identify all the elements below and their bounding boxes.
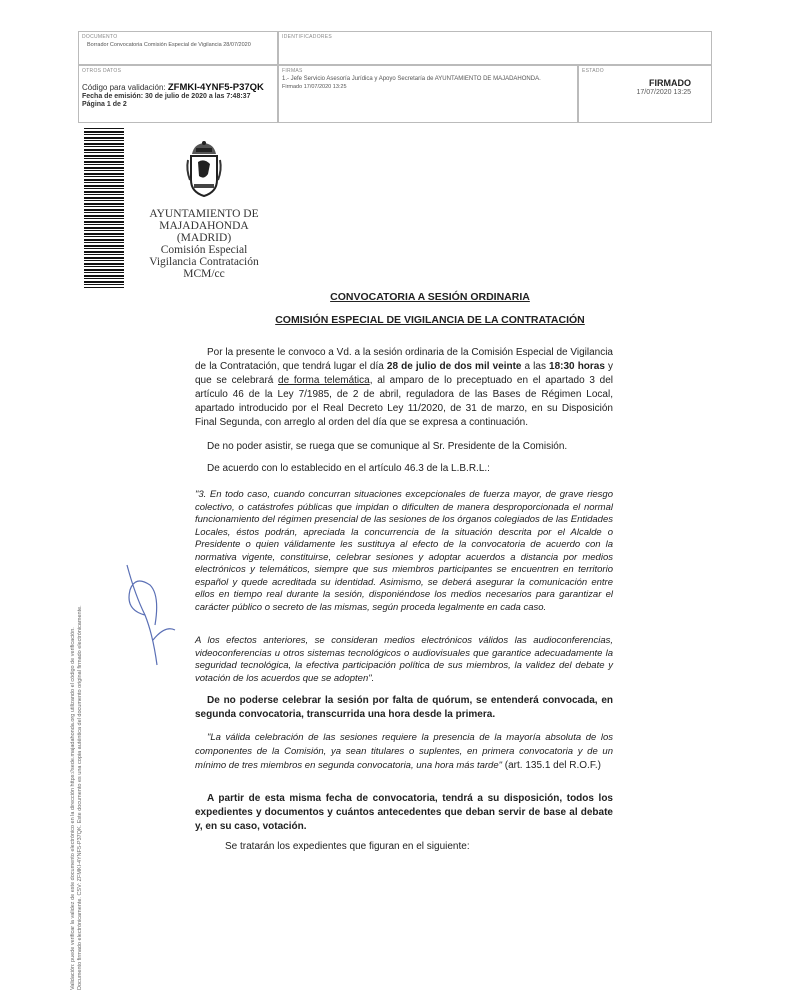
documento-box <box>78 31 278 65</box>
entity-block <box>130 208 278 280</box>
intro-telematica: de forma telemática <box>278 375 370 386</box>
side-text-line-1: Validación: puede verificar la validez de este documento electrónico en la dirección https://sede.majadahonda.org utilizando el código de verificación. <box>70 627 76 990</box>
firmas-box <box>278 65 578 123</box>
csv-label: Código para validación: <box>82 83 166 92</box>
coat-of-arms-icon <box>184 140 224 198</box>
quote-rof <box>195 731 613 773</box>
intro-time: 18:30 horas <box>549 361 605 372</box>
entity-line-2: MAJADAHONDA <box>159 220 249 232</box>
paragraph-orden-dia: Se tratarán los expedientes que figuran en el siguiente: <box>225 841 470 852</box>
validation-header <box>78 31 712 123</box>
quote-medios-electronicos: A los efectos anteriores, se consideran medios electrónicos válidos las audioconferencias, videoconferencias u otros sistemas tecnológicos o audiovisuales que garantice adecuadamente la seguridad tecnológica, la efectiva participación política de sus miembros, la validez del debate y votación de los acuerdos que se adopten". <box>195 635 613 684</box>
entity-line-3: (MADRID) <box>176 232 232 244</box>
paragraph-expedientes: A partir de esta misma fecha de convocatoria, tendrá a su disposición, todos los expedientes y documentos y cuántos antecedentes que deban servir de base al debate y, en su caso, votación. <box>195 793 613 832</box>
paragraph-no-asistir: De no poder asistir, se ruega que se comunique al Sr. Presidente de la Comisión. <box>207 441 568 452</box>
paragraph-intro <box>195 346 613 430</box>
estado-box <box>578 65 712 123</box>
intro-date: 28 de julio de dos mil veinte <box>386 361 522 372</box>
entity-line-6: MCM/cc <box>183 268 225 280</box>
intro-text-a: Por la presente le convoco a Vd. a la sesión ordinaria de la Comisión Especial de Vigilancia de la Contratación, que tendrá lugar el día <box>195 347 613 372</box>
intro-text-g: , al amparo de lo preceptuado en el apartado 3 del artículo 46 de la Ley 7/1985, de 2 de abril, reguladora de las Bases de Régimen Local, apartado introducido por el Real Decreto Ley 11/2020, de 31 de marzo, en su Disposición Final Segunda, con arreglo al orden del día que se expresa a continuación. <box>195 375 613 428</box>
quote-article-46-3: "3. En todo caso, cuando concurran situaciones excepcionales de fuerza mayor, de grave riesgo colectivo, o catástrofes públicas que impidan o dificulten de manera desproporcionada el normal funcionamiento del régimen presencial de las sesiones de los órganos colegiados de las Entidades Locales, éstos podrán, apreciada la concurrencia de la situación descrita por el Alcalde o Presidente o quien válidamente les sustituya al efecto de la convocatoria de acuerdo con la normativa vigente, constituirse, celebrar sesiones y adoptar acuerdos a distancia por medios electrónicos y telemáticos, siempre que sus miembros participantes se encuentren en territorio español y quede acreditada su identidad. Asimismo, se deberá asegurar la comunicación entre ellos en tiempo real durante la sesión, disponiéndose los medios necesarios para garantizar el carácter público o secreto de las mismas, según proceda legalmente en cada caso. <box>195 489 613 613</box>
barcode-icon <box>84 128 124 288</box>
fecha-emision: Fecha de emisión: 30 de julio de 2020 a las 7:48:37 <box>82 93 251 100</box>
entity-line-1: AYUNTAMIENTO DE <box>149 208 259 220</box>
pagina: Página 1 de 2 <box>82 101 127 108</box>
identificadores-box <box>278 31 712 65</box>
firma-text: 1.- Jefe Servicio Asesoría Jurídica y Apoyo Secretaría de AYUNTAMIENTO DE MAJADAHONDA. <box>282 76 541 82</box>
documento-label: DOCUMENTO <box>82 34 118 40</box>
csv-line <box>82 82 264 93</box>
title-comision: COMISIÓN ESPECIAL DE VIGILANCIA DE LA CONTRATACIÓN <box>275 314 585 326</box>
side-text-line-2: Documento firmado electrónicamente. CSV: ZFMKI-4YNF5-P37QK. Este documento es una copia auténtica del documento original firmado electrónicamente. <box>77 605 83 990</box>
quote-rof-ref: (art. 135.1 del R.O.F.) <box>502 760 601 771</box>
paragraph-quorum: De no poderse celebrar la sesión por falta de quórum, se entenderá convocada, en segunda convocatoria, transcurrida una hora desde la primera. <box>195 695 613 720</box>
estado-label: ESTADO <box>582 68 604 74</box>
paragraph-articulo: De acuerdo con lo establecido en el artículo 46.3 de la L.B.R.L.: <box>207 463 490 474</box>
estado-fecha: 17/07/2020 13:25 <box>636 89 691 96</box>
documento-text: Borrador Convocatoria Comisión Especial de Vigilancia 28/07/2020 <box>87 42 251 48</box>
entity-line-4: Comisión Especial <box>160 244 248 256</box>
firmas-label: FIRMAS <box>282 68 303 74</box>
firma-fecha-small: Firmado 17/07/2020 13:25 <box>282 84 347 90</box>
estado-firmado: FIRMADO <box>649 78 691 88</box>
otros-datos-label: OTROS DATOS <box>82 68 122 74</box>
intro-text-c: a las <box>521 361 550 372</box>
signature-mark <box>105 555 185 675</box>
entity-line-5: Vigilancia Contratación <box>149 256 259 268</box>
title-convocatoria: CONVOCATORIA A SESIÓN ORDINARIA <box>330 291 530 303</box>
intro-text-e: y que se celebrará <box>195 361 614 386</box>
identificadores-label: IDENTIFICADORES <box>282 34 333 40</box>
otros-datos-box <box>78 65 278 123</box>
side-validation-text <box>70 300 84 990</box>
csv-code[interactable]: ZFMKI-4YNF5-P37QK <box>167 82 264 93</box>
quote-rof-text: "La válida celebración de las sesiones requiere la presencia de la mayoría absoluta de los componentes de la Comisión, ya sean titulares o suplentes, en primera convocatoria y de un mínimo de tres miembros en segunda convocatoria, una hora más tarde" <box>195 732 613 771</box>
